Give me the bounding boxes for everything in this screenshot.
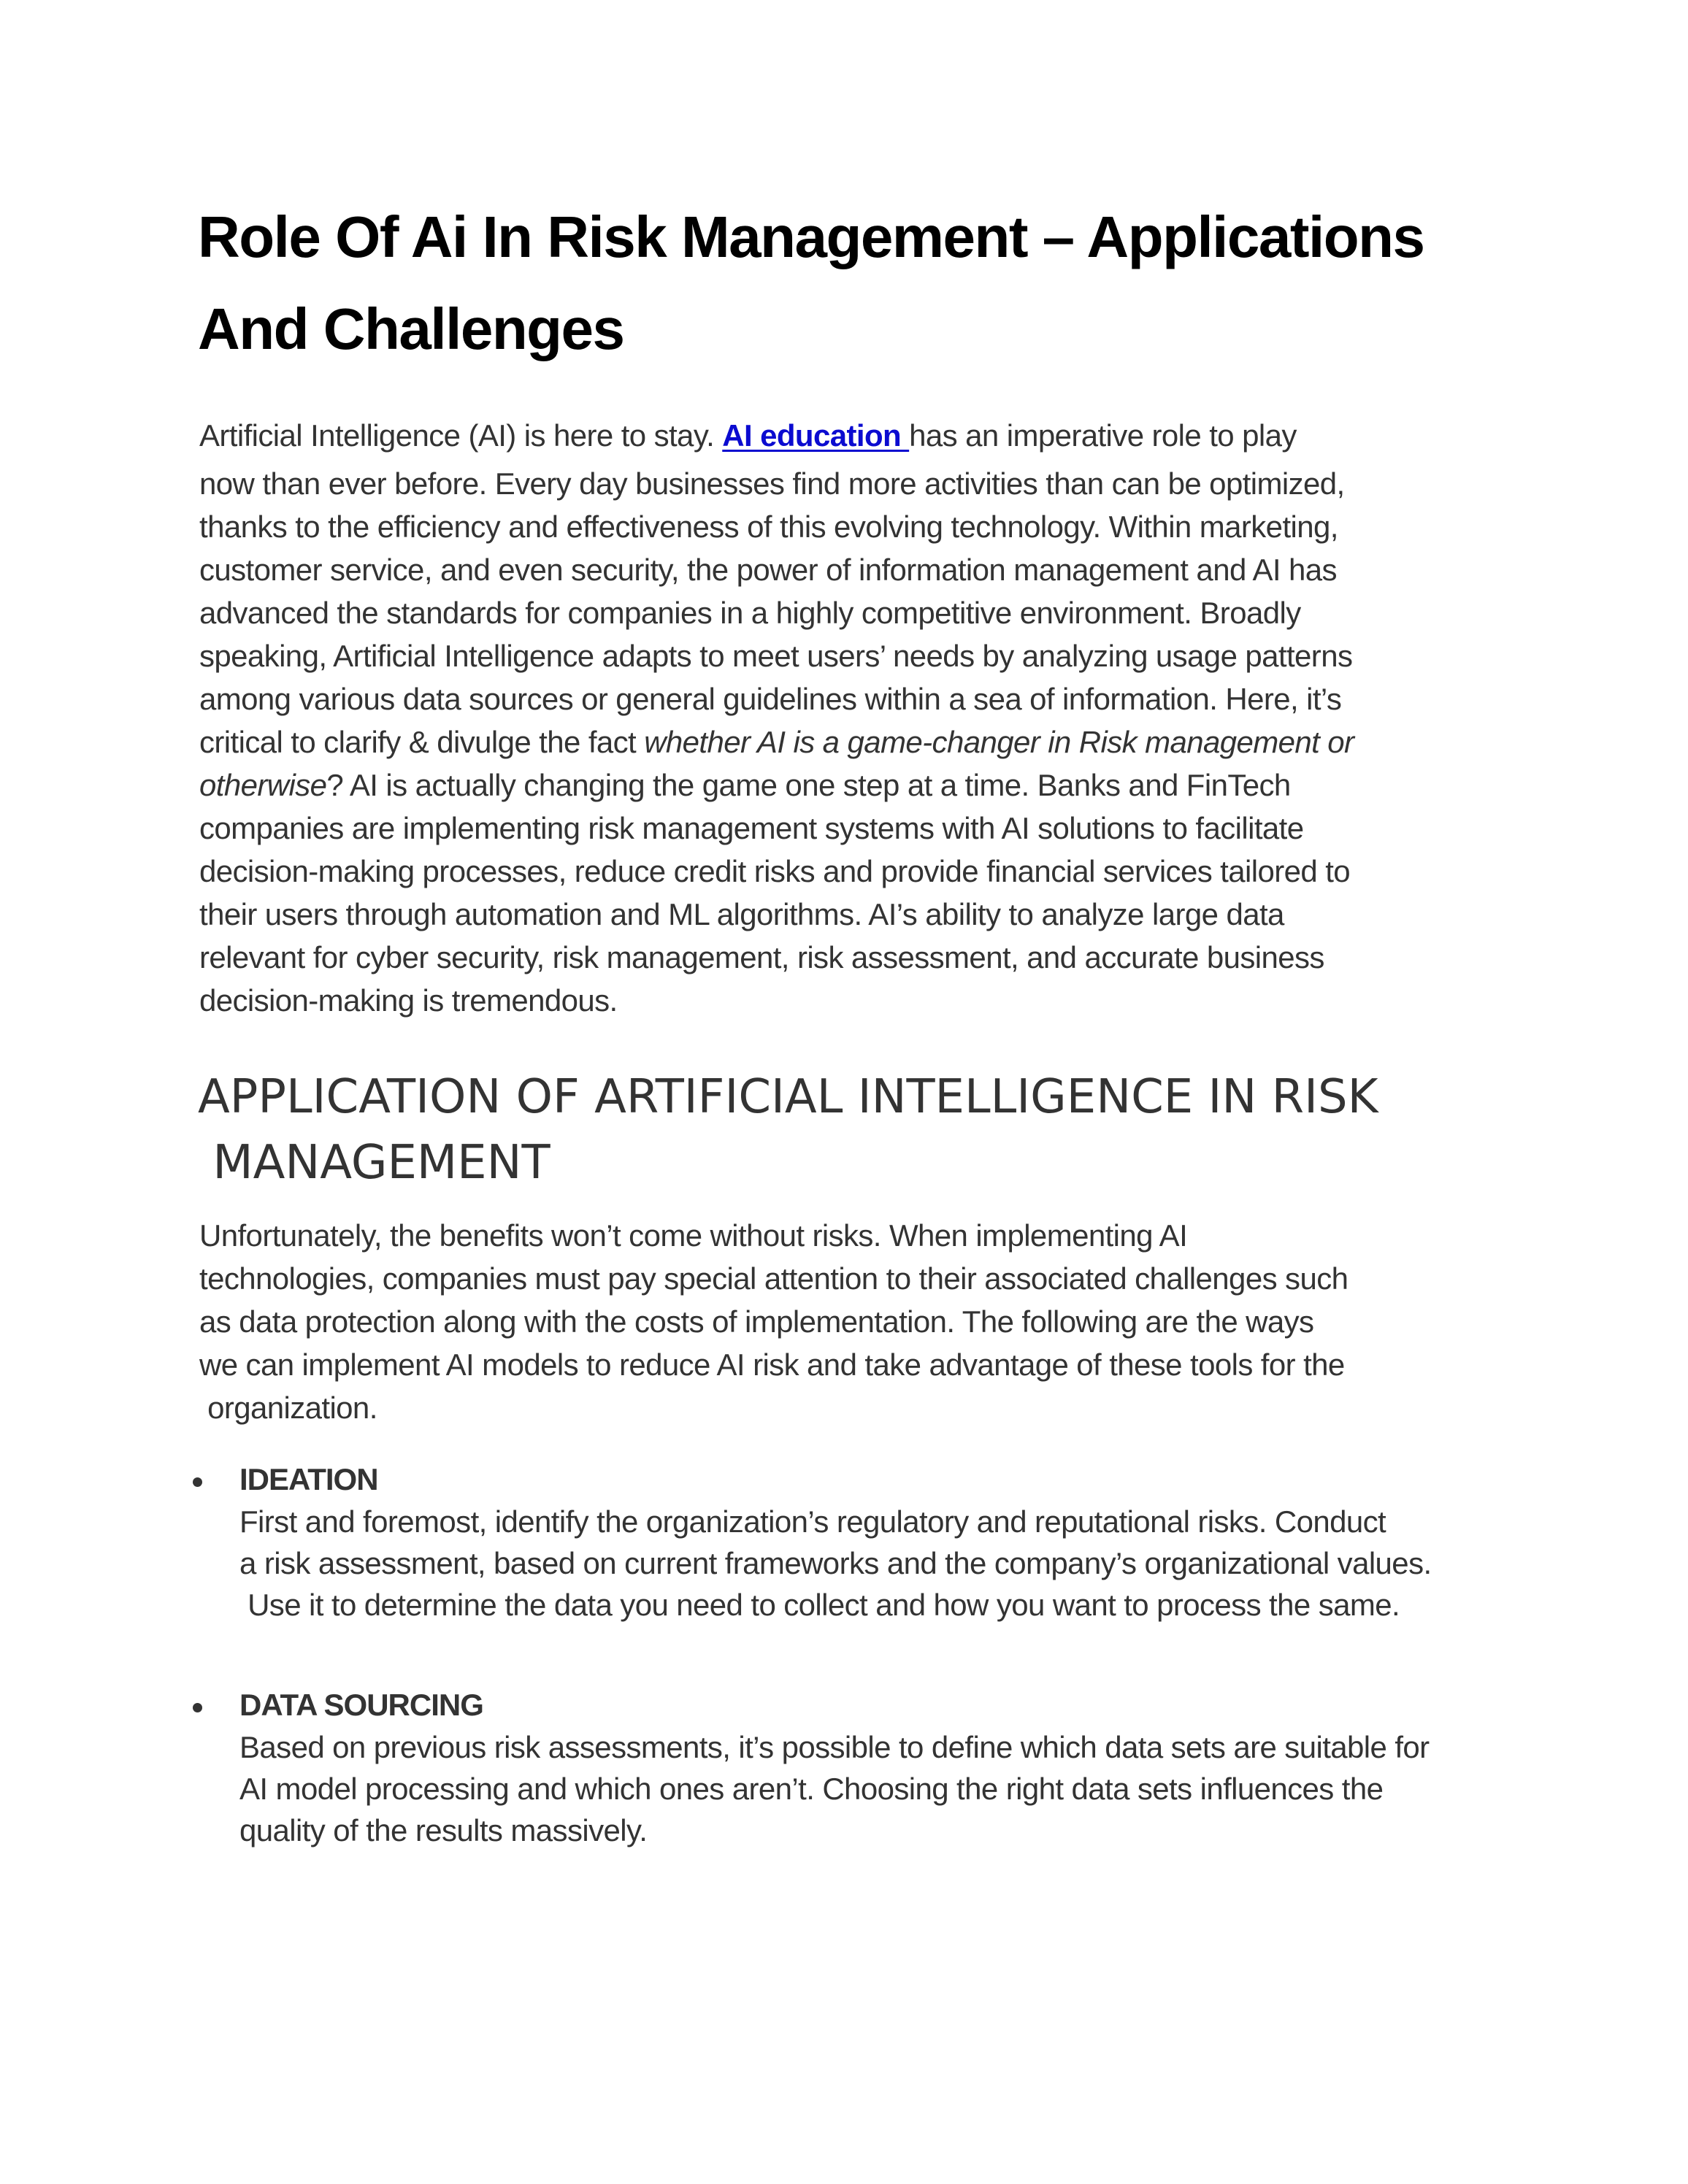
section-heading — [198, 1064, 1585, 1196]
paragraph-line: we can implement AI models to reduce AI risk and take advantage of these tools for the — [199, 1347, 1345, 1382]
paragraph-line: as data protection along with the costs of implementation. The following are the ways — [199, 1304, 1314, 1339]
paragraph-line — [199, 720, 1528, 764]
paragraph-line: Unfortunately, the benefits won’t come without risks. When implementing AI — [199, 1218, 1188, 1253]
list-item-body — [239, 1684, 1430, 1851]
list-item-line: Use it to determine the data you need to collect and how you want to process the same. — [239, 1588, 1400, 1622]
list-item-line: a risk assessment, based on current frameworks and the company’s organizational values. — [239, 1546, 1432, 1580]
intro-text-after-link: has an imperative role to play — [909, 418, 1297, 453]
bullet-dot-icon — [193, 1477, 202, 1487]
emphasized-question: whether AI is a game-changer in Risk management or — [644, 725, 1354, 759]
paragraph-line: decision-making processes, reduce credit risks and provide financial services tailored to — [199, 854, 1351, 888]
emphasized-question: otherwise — [199, 768, 327, 802]
list-item-line: First and foremost, identify the organization’s regulatory and reputational risks. Conduct — [239, 1504, 1386, 1539]
paragraph-line: thanks to the efficiency and effectiveness of this evolving technology. Within marketing, — [199, 510, 1338, 544]
paragraph-line: organization. — [199, 1391, 377, 1425]
paragraph-line: technologies, companies must pay special attention to their associated challenges such — [199, 1261, 1349, 1296]
page-title — [198, 191, 1585, 375]
paragraph-line: companies are implementing risk management systems with AI solutions to facilitate — [199, 811, 1304, 845]
intro-text: critical to clarify & divulge the fact — [199, 725, 645, 759]
paragraph-line: decision-making is tremendous. — [199, 983, 618, 1018]
title-line: Role Of Ai In Risk Management – Applications — [198, 204, 1424, 269]
paragraph-line — [199, 764, 1528, 807]
paragraph-line: speaking, Artificial Intelligence adapts to meet users’ needs by analyzing usage patterns — [199, 639, 1353, 673]
intro-paragraph — [199, 412, 1528, 1022]
list-item-heading: DATA SOURCING — [239, 1688, 483, 1722]
title-line: And Challenges — [198, 296, 624, 361]
section-heading-line: MANAGEMENT — [198, 1136, 550, 1190]
paragraph-line: now than ever before. Every day businesses find more activities than can be optimized, — [199, 466, 1345, 501]
paragraph-line: their users through automation and ML algorithms. AI’s ability to analyze large data — [199, 897, 1284, 931]
section-paragraph — [199, 1214, 1528, 1429]
list-item-body — [239, 1458, 1432, 1626]
bullet-dot-icon — [193, 1703, 202, 1712]
intro-text-before-link: Artificial Intelligence (AI) is here to stay. — [199, 418, 723, 453]
paragraph-line: advanced the standards for companies in a highly competitive environment. Broadly — [199, 596, 1301, 630]
list-item-line: Based on previous risk assessments, it’s possible to define which data sets are suitable for — [239, 1730, 1430, 1764]
ai-education-link[interactable]: AI education — [722, 418, 910, 453]
paragraph-line: among various data sources or general guidelines within a sea of information. Here, it’s — [199, 682, 1342, 716]
intro-text: ? AI is actually changing the game one step at a time. Banks and FinTech — [326, 768, 1291, 802]
list-item-line: quality of the results massively. — [239, 1813, 648, 1847]
list-item-line: AI model processing and which ones aren’t. Choosing the right data sets influences the — [239, 1772, 1384, 1806]
paragraph-line: relevant for cyber security, risk management, risk assessment, and accurate business — [199, 940, 1324, 974]
paragraph-line: customer service, and even security, the power of information management and AI has — [199, 553, 1337, 587]
section-heading-line: APPLICATION OF ARTIFICIAL INTELLIGENCE IN RISK — [198, 1070, 1378, 1124]
list-item-heading: IDEATION — [239, 1462, 378, 1496]
paragraph-line — [199, 412, 1528, 462]
